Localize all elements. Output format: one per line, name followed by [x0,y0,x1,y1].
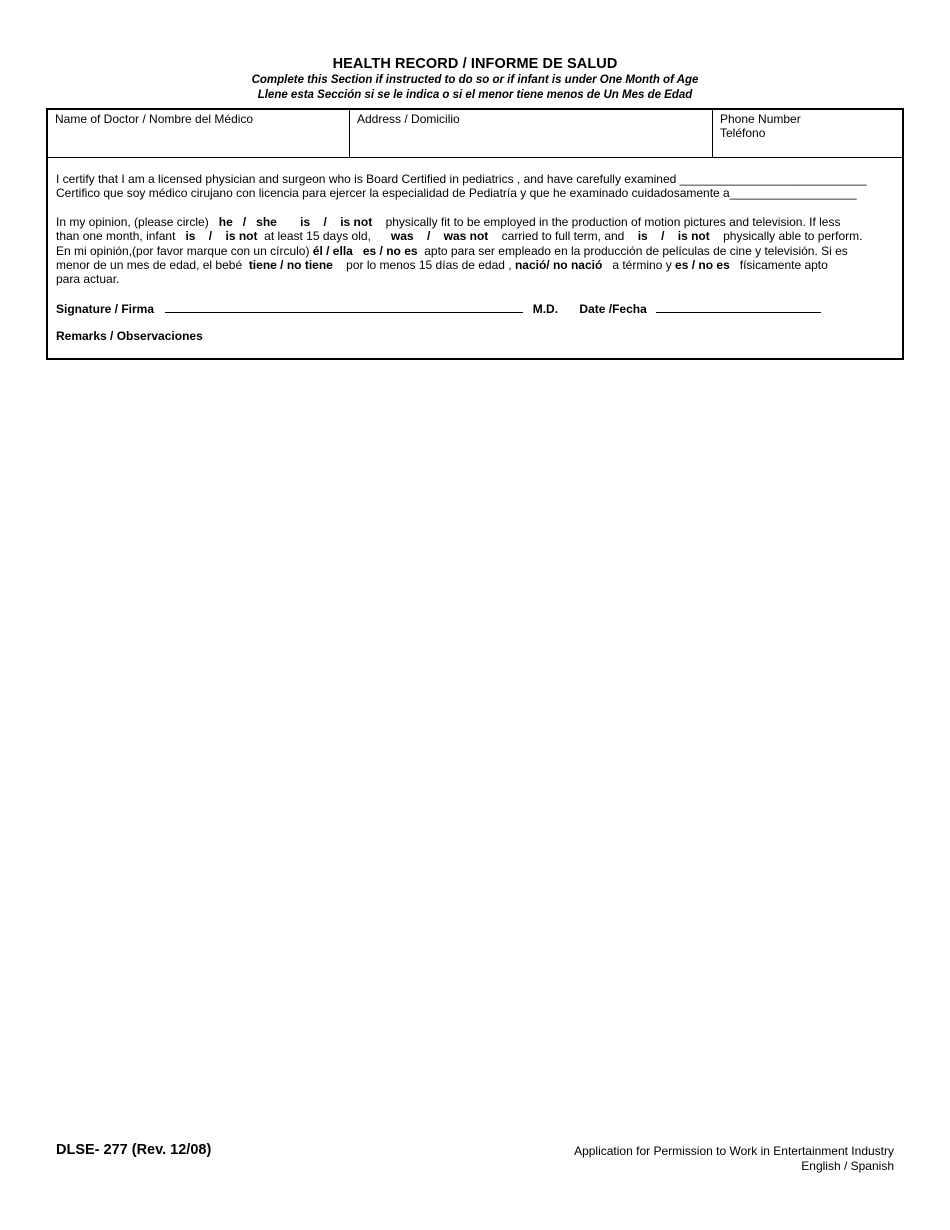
option-was-not-full-term[interactable]: was not [443,229,489,244]
date-field[interactable] [656,301,821,313]
option-es-no-es-fisicamente[interactable]: es / no es [675,258,730,273]
option-el-ella[interactable]: él / ella [312,243,353,258]
certify-english: I certify that I am a licensed physician and surgeon who is Board Certified in pediatrics , and have carefully examined ____________________________ [56,172,867,186]
option-nacio-no-nacio[interactable]: nació/ no nació [514,258,603,273]
language-label: English / Spanish [801,1159,894,1173]
opinion-line-5: para actuar. [56,272,120,287]
opinion-line-4: menor de un mes de edad, el bebé tiene / no tiene por lo menos 15 días de edad , nació/ no nació a término y es / no es físicamente apto [56,258,828,273]
health-record-form [46,108,904,360]
doctor-info-row [48,110,902,158]
remarks-label: Remarks / Observaciones [56,329,203,343]
instructions-english: Complete this Section if instructed to do so or if infant is under One Month of Age [251,74,699,86]
opinion-statement [56,215,896,287]
patient-name-blank-spanish[interactable]: ___________________ [729,186,857,201]
form-header [0,56,950,103]
option-is-15-days[interactable]: is [185,229,196,244]
option-is-able[interactable]: is [637,229,648,244]
patient-name-blank-english[interactable]: ____________________________ [679,172,867,186]
opinion-line-1: In my opinion, (please circle) he / she is / is not physically fit to be employed in the production of motion pictures and television. If less [56,214,841,229]
opinion-line-2: than one month, infant is / is not at least 15 days old, was / was not carried to full term, and is / is not physically able to perform. [56,229,863,244]
address-field[interactable] [350,110,713,157]
date-label: Date /Fecha [579,302,647,316]
option-es-no-es[interactable]: es / no es [362,243,418,258]
option-is-fit[interactable]: is [300,214,311,229]
opinion-line-3: En mi opinión,(por favor marque con un círculo) él / ella es / no es apto para ser empleado en la producción de películas de cine y televisión. Si es [56,243,848,258]
phone-field[interactable] [713,110,902,157]
address-label: Address / Domicilio [357,112,460,126]
option-tiene-no-tiene[interactable]: tiene / no tiene [248,258,333,273]
doctor-name-field[interactable] [48,110,350,157]
signature-field[interactable] [165,301,523,313]
signature-label: Signature / Firma [56,302,155,316]
footer-info [574,1144,894,1174]
instructions-spanish: Llene esta Sección si se le indica o si el menor tiene menos de Un Mes de Edad [257,89,693,101]
option-is-not-15-days[interactable]: is not [225,229,258,244]
certify-statement [56,172,896,201]
certification-section [56,172,896,287]
option-was-full-term[interactable]: was [390,229,414,244]
phone-label-spanish: Teléfono [720,126,766,140]
option-she[interactable]: she [256,214,277,229]
certify-spanish: Certifico que soy médico cirujano con licencia para ejercer la especialidad de Pediatría y que he examinado cuidadosamente a___________________ [56,186,857,201]
form-id: DLSE- 277 (Rev. 12/08) [56,1142,212,1158]
form-title: HEALTH RECORD / INFORME DE SALUD [332,56,618,72]
signature-row [56,301,821,316]
option-is-not-fit[interactable]: is not [340,214,373,229]
option-he[interactable]: he [218,214,233,229]
application-title: Application for Permission to Work in Entertainment Industry [574,1144,894,1158]
phone-label-english: Phone Number [720,112,801,126]
md-label: M.D. [532,302,559,316]
doctor-name-label: Name of Doctor / Nombre del Médico [55,112,254,126]
option-is-not-able[interactable]: is not [677,229,710,244]
